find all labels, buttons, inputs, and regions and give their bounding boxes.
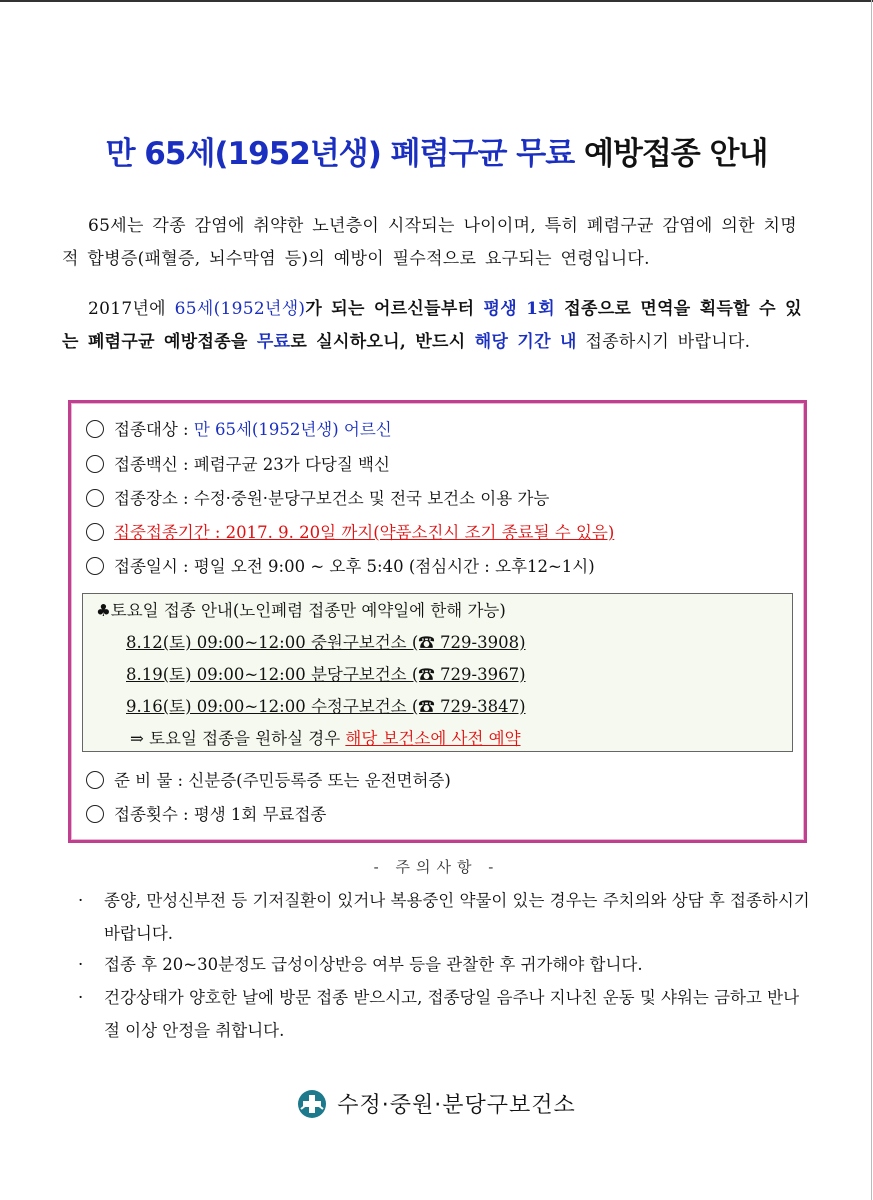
info-vaccine [86,451,390,475]
p2-text-h: 로 실시하오니, 반드시 [290,332,475,352]
intro-paragraph-2 [62,293,812,359]
info-hours [86,553,595,577]
saturday-row-2: 8.19(토) 09:00~12:00 분당구보건소 (☎ 729-3967) [126,665,526,684]
count-text: 접종횟수 : 평생 1회 무료접종 [114,805,327,824]
saturday-row-3: 9.16(토) 09:00~12:00 수정구보건소 (☎ 729-3847) [126,697,526,716]
circle-bullet-icon [86,489,104,507]
p2-text-a: 2017년에 [88,299,175,319]
p2-text-f: 폐렴구균 예방접종을 [87,332,257,352]
note-text-1: 종양, 만성신부전 등 기저질환이 있거나 복용중인 약물이 있는 경우는 주치의와 상담 후 접종하시기 바랍니다. [104,891,810,943]
p2-once: 평생 1회 [483,299,556,319]
title-part1: 만 65세(1952년생) 폐렴구균 [105,136,517,172]
info-period [86,519,614,543]
intro-paragraph-1: 65세는 각종 감염에 취약한 노년층이 시작되는 나이이며, 특히 폐렴구균 감염에 의한 치명적 합병증(패혈증, 뇌수막염 등)의 예방이 필수적으로 요구되는 연령입니다. [62,216,797,269]
note-item-2 [78,948,812,981]
target-value: 만 65세(1952년생) 어르신 [193,420,392,439]
circle-bullet-icon [86,523,104,541]
circle-bullet-icon [86,557,104,575]
p2-period: 해당 기간 내 [474,332,577,352]
p2-text-e: 접종으로 면역을 획득할 수 있는 [62,299,802,352]
top-border [0,0,873,2]
prepare-text: 준 비 물 : 신분증(주민등록증 또는 운전면허증) [114,771,451,790]
right-border [871,0,872,1200]
p2-free: 무료 [256,332,291,352]
info-prepare [86,767,451,791]
period-text: 집중접종기간 : 2017. 9. 20일 까지(약품소진시 조기 종료될 수 있음) [114,523,615,542]
vaccine-text: 접종백신 : 폐렴구균 23가 다당질 백신 [114,455,390,474]
info-place [86,485,549,509]
title-part3: 예방접종 안내 [574,136,768,172]
note-item-1 [78,884,812,950]
info-target [86,416,392,440]
info-count [86,801,326,825]
note-text-3: 건강상태가 양호한 날에 방문 접종 받으시고, 접종당일 음주나 지나친 운동 및 샤워는 금하고 반나절 이상 안정을 취합니다. [104,988,800,1040]
page-title [0,128,873,173]
note-text-2: 접종 후 20~30분정도 급성이상반응 여부 등을 관찰한 후 귀가해야 합니다. [104,955,643,974]
title-free: 무료 [516,136,575,172]
notes-title: - 주의사항 - [373,858,500,876]
footer-org: 수정·중원·분당구보건소 [337,1093,576,1118]
note-bullet: · [78,891,84,910]
target-label: 접종대상 : [114,420,194,439]
saturday-heading: ♣토요일 접종 안내(노인폐렴 접종만 예약일에 한해 가능) [96,601,506,620]
circle-bullet-icon [86,805,104,823]
saturday-row-1: 8.12(토) 09:00~12:00 중원구보건소 (☎ 729-3908) [126,633,526,652]
p2-text-j: 접종하시기 바랍니다. [576,332,751,352]
health-center-logo-icon [297,1089,327,1125]
circle-bullet-icon [86,420,104,438]
note-bullet: · [78,955,84,974]
p2-age: 65세(1952년생) [174,299,306,319]
saturday-note [130,725,521,749]
note-item-3 [78,981,812,1047]
saturday-note-reserve: 해당 보건소에 사전 예약 [345,729,521,748]
hours-text: 접종일시 : 평일 오전 9:00 ~ 오후 5:40 (점심시간 : 오후12~1시) [114,557,595,576]
note-bullet: · [78,988,84,1007]
place-text: 접종장소 : 수정·중원·분당구보건소 및 전국 보건소 이용 가능 [114,489,550,508]
footer [0,1088,873,1125]
saturday-note-a: ⇒ 토요일 접종을 원하실 경우 [130,729,346,748]
p2-text-c: 가 되는 어르신들부터 [305,299,484,319]
circle-bullet-icon [86,771,104,789]
circle-bullet-icon [86,455,104,473]
